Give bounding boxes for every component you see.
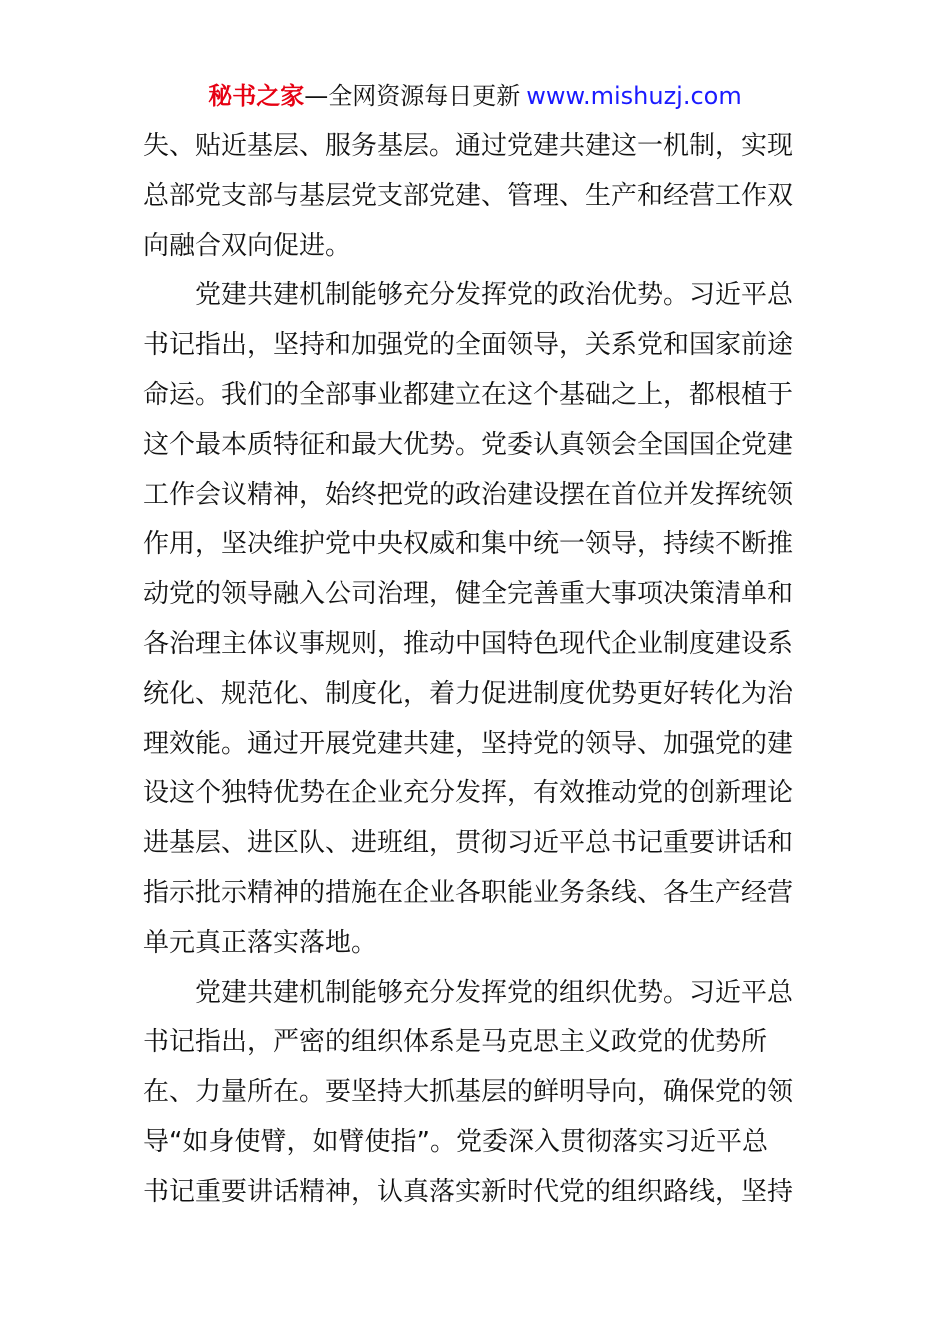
- text-line: 进基层、进区队、进班组，贯彻习近平总书记重要讲话和: [143, 828, 794, 859]
- text-line: 导“如身使臂，如臂使指”。党委深入贯彻落实习近平总: [143, 1126, 768, 1157]
- text-line: 书记指出，严密的组织体系是马克思主义政党的优势所: [143, 1027, 768, 1058]
- site-url-link[interactable]: www.mishuzj.com: [526, 82, 742, 110]
- site-header: [0, 80, 950, 112]
- text-line: 在、力量所在。要坚持大抓基层的鲜明导向，确保党的领: [143, 1077, 794, 1108]
- text-line: 命运。我们的全部事业都建立在这个基础之上，都根植于: [143, 379, 794, 410]
- brand-name: 秘书之家: [208, 82, 305, 110]
- text-line: 失、贴近基层、服务基层。通过党建共建这一机制，实现: [143, 131, 794, 161]
- text-line: 向融合双向促进。: [143, 230, 352, 261]
- text-line: 书记重要讲话精神，认真落实新时代党的组织路线，坚持: [143, 1176, 794, 1207]
- text-line: 工作会议精神，始终把党的政治建设摆在首位并发挥统领: [143, 479, 794, 510]
- text-line: 设这个独特优势在企业充分发挥，有效推动党的创新理论: [143, 778, 794, 809]
- paragraph-first-line: 党建共建机制能够充分发挥党的政治优势。习近平总: [195, 280, 794, 311]
- text-line: 统化、规范化、制度化，着力促进制度优势更好转化为治: [143, 678, 794, 709]
- text-line: 指示批示精神的措施在企业各职能业务条线、各生产经营: [143, 877, 794, 908]
- text-line: 理效能。通过开展党建共建，坚持党的领导、加强党的建: [143, 728, 794, 759]
- text-line: 作用，坚决维护党中央权威和集中统一领导，持续不断推: [143, 529, 794, 560]
- paragraph-first-line: 党建共建机制能够充分发挥党的组织优势。习近平总: [195, 977, 794, 1008]
- text-line: 单元真正落实落地。: [143, 927, 378, 958]
- text-line: 总部党支部与基层党支部党建、管理、生产和经营工作双: [143, 180, 794, 211]
- header-tagline: —全网资源每日更新: [304, 82, 521, 110]
- text-line: 这个最本质特征和最大优势。党委认真领会全国国企党建: [143, 429, 794, 460]
- text-line: 书记指出，坚持和加强党的全面领导，关系党和国家前途: [143, 330, 794, 361]
- text-line: 各治理主体议事规则，推动中国特色现代企业制度建设系: [143, 628, 794, 659]
- document-body: [143, 122, 807, 1218]
- text-line: 动党的领导融入公司治理，健全完善重大事项决策清单和: [143, 579, 794, 610]
